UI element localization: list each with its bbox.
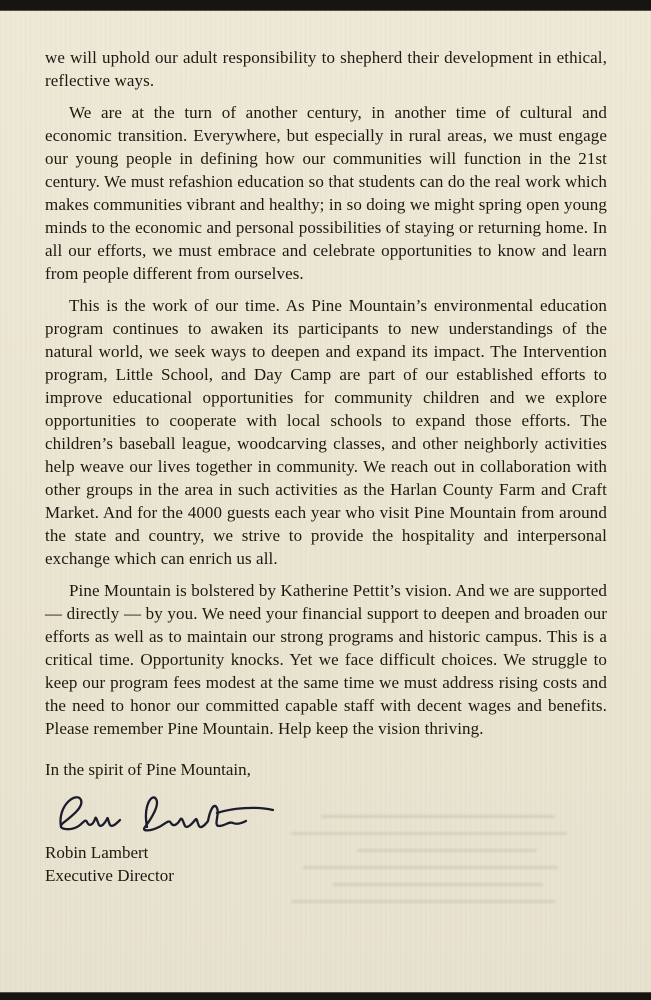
paragraph: Pine Mountain is bolstered by Katherine Pettit’s vision. And we are supported — directly — by you. We need your financial support to deepen and broaden our efforts as well as to maintain our strong programs and historic campus. This is a critical time. Opportunity knocks. Yet we face difficult choices. We struggle to keep our program fees modest at the same time we must address rising costs and the need to honor our committed capable staff with decent wages and benefits. Please remember Pine Mountain. Help keep the vision thriving. [45,581,607,738]
scan-edge-top [0,0,651,11]
signer-name: Robin Lambert [45,843,149,862]
paragraph: we will uphold our adult responsibility to shepherd their development in ethical, reflective ways. [45,48,607,90]
paragraph: We are at the turn of another century, in another time of cultural and economic transition. Everywhere, but especially in rural areas, we must engage our young people in defining how our communities will function in the 21st century. We must refashion education so that students can do the real work which makes communities vibrant and healthy; in so doing we might spring open young minds to the economic and personal possibilities of staying or returning home. In all our efforts, we must embrace and celebrate opportunities to know and learn from people different from ourselves. [45,103,608,283]
letter-body [45,46,607,887]
closing-line: In the spirit of Pine Mountain, [45,760,251,779]
paragraph: This is the work of our time. As Pine Mountain’s environmental education program continues to awaken its participants to new understandings of the natural world, we seek ways to deepen and expand its impact. The Intervention program, Little School, and Day Camp are part of our established efforts to improve educational opportunities for community children and we explore opportunities to cooperate with local schools to expand those efforts. The children’s baseball league, woodcarving classes, and other neighborly activities help weave our lives together in community. We reach out in collaboration with other groups in the area in such activities as the Harlan County Farm and Craft Market. And for the 4000 guests each year who visit Pine Mountain from around the state and country, we strive to provide the hospitality and interpersonal exchange which can enrich us all. [45,296,607,568]
signature-image [47,787,282,839]
signer-title: Executive Director [45,866,174,885]
scan-edge-bottom [0,992,651,1000]
handwritten-signature [47,787,607,839]
signature-block [45,841,607,887]
